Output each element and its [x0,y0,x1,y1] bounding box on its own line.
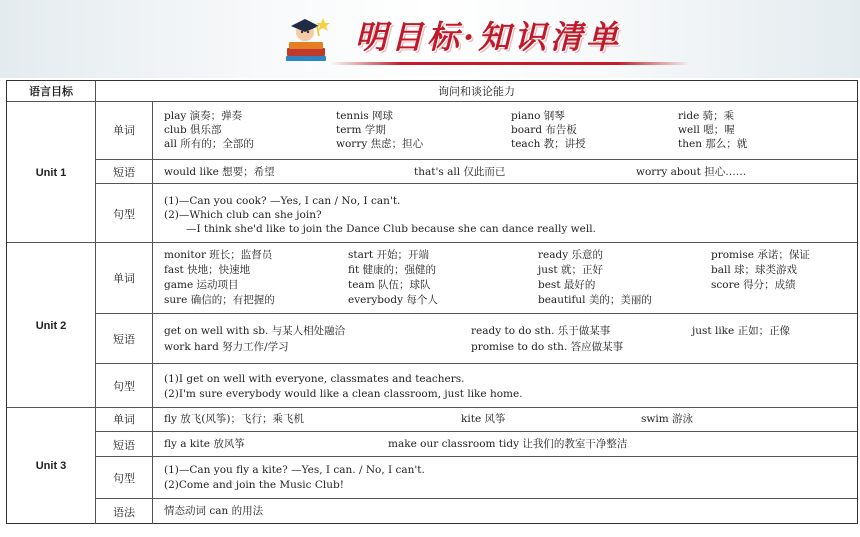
word-item: ride 骑；乘 [678,110,735,122]
unit-name: Unit 1 [35,166,67,179]
word-item: team 队伍；球队 [348,279,431,291]
section-label: 句型 [113,472,135,485]
word-item: worry 焦虑；担心 [336,138,424,150]
word-item: best 最好的 [538,279,596,291]
section-row [96,101,857,159]
word-item: sure 确信的；有把握的 [164,294,275,306]
table-header-row [7,81,857,101]
section-label: 短语 [113,166,135,179]
word-item: piano 钢琴 [511,110,565,122]
word-item: promise 承诺；保证 [711,249,810,261]
section-row [96,456,857,499]
sentence-item: (1)—Can you fly a kite? —Yes, I can. / No, I can't. [164,464,425,476]
phrase-item: make our classroom tidy 让我们的教室干净整洁 [388,438,628,450]
word-item: beautiful 美的；美丽的 [538,294,652,306]
knowledge-table [6,80,858,524]
word-item: fly 放飞(风筝)；飞行；乘飞机 [164,413,304,425]
section-row [96,313,857,364]
word-item: game 运动项目 [164,279,239,291]
section-label: 句型 [113,207,135,221]
phrase-item: promise to do sth. 答应做某事 [471,341,624,353]
word-item: swim 游泳 [641,413,694,425]
section-row [96,431,857,457]
phrase-item: get on well with sb. 与某人相处融洽 [164,325,346,337]
section-label: 单词 [113,413,135,426]
section-label: 语法 [113,505,135,519]
sentence-item: —I think she'd like to join the Dance Club because she can dance really well. [186,223,596,235]
section-row [96,498,857,524]
word-item: term 学期 [336,124,386,136]
grammar-item: 情态动词 can 的用法 [164,505,264,517]
word-item: then 那么；就 [678,138,748,150]
word-item: all 所有的；全部的 [164,138,254,150]
section-row [96,159,857,184]
header-ability: 询问和谈论能力 [438,85,515,98]
sentence-item: (1)—Can you cook? —Yes, I can / No, I can't. [164,195,401,207]
word-item: club 俱乐部 [164,124,222,136]
phrase-item: fly a kite 放风筝 [164,438,245,450]
sentence-item: (2)Come and join the Music Club! [164,479,344,491]
section-label: 单词 [113,124,135,137]
section-row [96,407,857,431]
word-item: score 得分；成绩 [711,279,796,291]
section-row [96,183,857,243]
word-item: tennis 网球 [336,110,394,122]
section-row [96,363,857,408]
phrase-item: that's all 仅此而已 [414,166,506,178]
banner-underline [330,62,690,65]
word-item: teach 教；讲授 [511,138,586,150]
sentence-item: (2)I'm sure everybody would like a clean classroom, just like home. [164,388,523,400]
page-title: 明目标·知识清单 [355,18,623,56]
word-item: everybody 每个人 [348,294,438,306]
word-item: monitor 班长；监督员 [164,249,273,261]
phrase-item: would like 想要；希望 [164,166,275,178]
phrase-item: worry about 担心…… [636,166,747,178]
word-item: kite 风筝 [461,413,506,425]
header-language-goal: 语言目标 [29,86,73,98]
section-row [96,242,857,313]
unit-name: Unit 3 [35,460,67,472]
word-item: well 嗯；喔 [678,124,735,136]
word-item: ready 乐意的 [538,249,603,261]
word-item: board 布告板 [511,124,577,136]
word-item: fast 快地；快速地 [164,264,251,276]
word-item: start 开始；开端 [348,249,429,261]
student-books-icon [283,14,331,64]
phrase-item: ready to do sth. 乐于做某事 [471,325,611,337]
section-label: 短语 [113,333,135,346]
sentence-item: (1)I get on well with everyone, classmates and teachers. [164,373,465,385]
phrase-item: work hard 努力工作/学习 [164,341,289,353]
word-item: ball 球；球类游戏 [711,264,798,276]
word-item: play 演奏；弹奏 [164,110,243,122]
phrase-item: just like 正如；正像 [692,325,791,337]
unit-name: Unit 2 [35,319,67,332]
section-label: 短语 [113,438,135,452]
word-item: just 就；正好 [538,264,603,276]
section-label: 单词 [113,271,135,285]
section-label: 句型 [113,380,135,393]
word-item: fit 健康的；强健的 [348,264,437,276]
sentence-item: (2)—Which club can she join? [164,209,322,221]
